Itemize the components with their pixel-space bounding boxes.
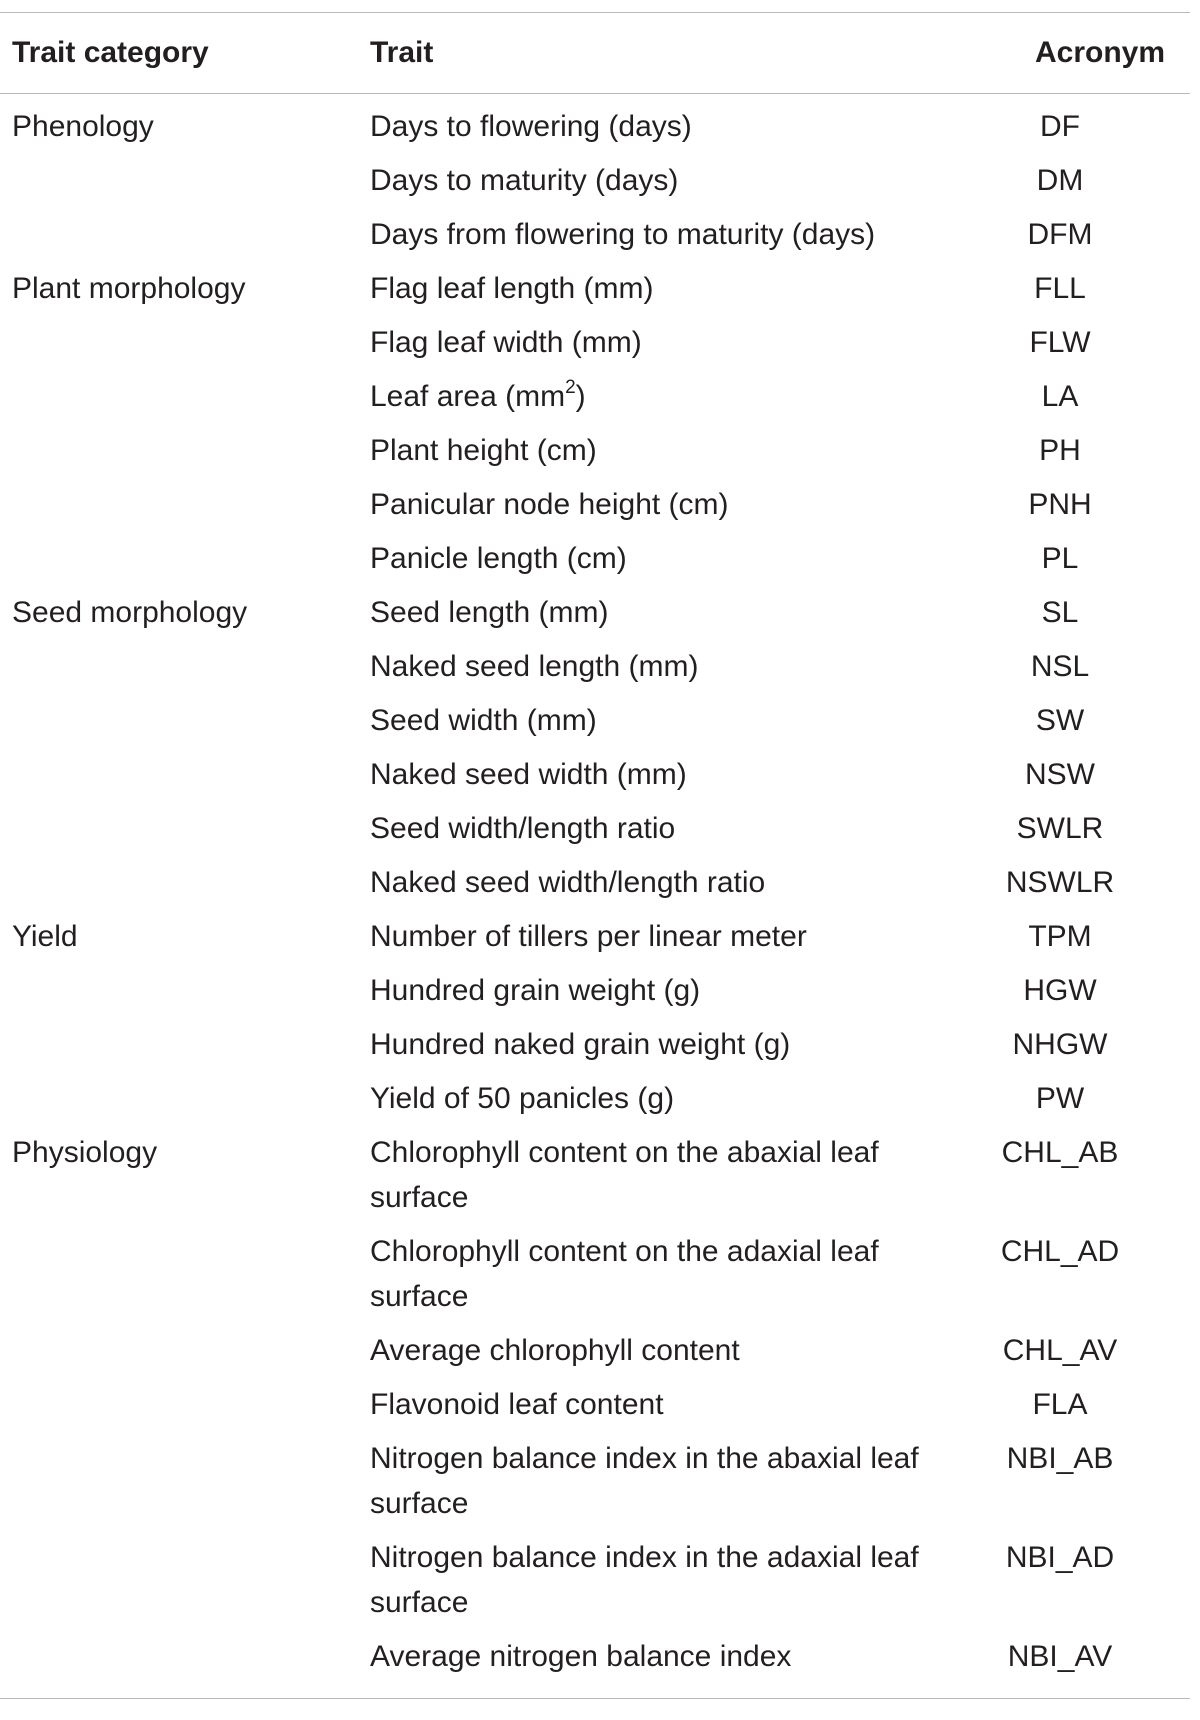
cell-acronym: FLL [1034, 272, 1086, 305]
cell-trait-text: Leaf area (mm [370, 380, 566, 413]
cell-trait: Flag leaf width (mm) [370, 326, 642, 359]
superscript-two: 2 [565, 377, 576, 398]
cell-acronym: HGW [1023, 974, 1097, 1007]
cell-category: Physiology [12, 1136, 158, 1169]
table-row [0, 1436, 1190, 1535]
cell-acronym: CHL_AB [1001, 1136, 1119, 1169]
cell-category [0, 644, 370, 698]
cell-acronym: DFM [1027, 218, 1093, 251]
cell-acronym: NBI_AD [1005, 1541, 1115, 1574]
table-row [0, 590, 1190, 644]
table-row [0, 482, 1190, 536]
cell-trait: Days to flowering (days) [370, 110, 692, 143]
cell-acronym: NSW [1025, 758, 1095, 791]
header-trait: Trait [370, 36, 434, 69]
header-trait-category: Trait category [12, 36, 209, 69]
cell-acronym: NSWLR [1005, 866, 1115, 899]
cell-trait: Average chlorophyll content [370, 1334, 740, 1367]
table-bottom-rule [0, 1698, 1190, 1699]
cell-category [0, 1328, 370, 1382]
cell-acronym: TPM [1028, 920, 1092, 953]
cell-acronym: NBI_AV [1007, 1640, 1113, 1673]
cell-acronym: DM [1036, 164, 1084, 197]
table-row [0, 158, 1190, 212]
cell-trait: Naked seed width (mm) [370, 758, 687, 791]
cell-trait: Nitrogen balance index in the abaxial leaf surface [370, 1442, 919, 1520]
table-row [0, 374, 1190, 428]
table-body [0, 94, 1190, 1698]
cell-trait: Number of tillers per linear meter [370, 920, 807, 953]
cell-acronym: CHL_AV [1002, 1334, 1118, 1367]
cell-trait: Yield of 50 panicles (g) [370, 1082, 675, 1115]
table-row [0, 752, 1190, 806]
cell-trait-text-end: ) [575, 380, 586, 413]
cell-acronym: CHL_AD [1000, 1235, 1120, 1268]
cell-category [0, 1229, 370, 1328]
table-row [0, 968, 1190, 1022]
cell-category [0, 158, 370, 212]
cell-trait: Naked seed width/length ratio [370, 866, 766, 899]
cell-trait: Chlorophyll content on the adaxial leaf surface [370, 1235, 879, 1313]
cell-trait: Hundred naked grain weight (g) [370, 1028, 791, 1061]
cell-trait: Seed width (mm) [370, 704, 597, 737]
table-row [0, 806, 1190, 860]
cell-acronym: NHGW [1012, 1028, 1108, 1061]
cell-acronym: FLA [1032, 1388, 1088, 1421]
cell-acronym: LA [1041, 380, 1079, 413]
cell-category: Yield [12, 920, 78, 953]
cell-trait: Hundred grain weight (g) [370, 974, 701, 1007]
table-row [0, 266, 1190, 320]
cell-category [0, 536, 370, 590]
cell-category [0, 428, 370, 482]
table-row [0, 1328, 1190, 1382]
cell-category [0, 320, 370, 374]
cell-category: Plant morphology [12, 272, 246, 305]
cell-trait: Plant height (cm) [370, 434, 597, 467]
header-acronym: Acronym [1034, 36, 1166, 69]
cell-category [0, 482, 370, 536]
cell-trait: Seed width/length ratio [370, 812, 676, 845]
cell-trait: Naked seed length (mm) [370, 650, 699, 683]
cell-acronym: SL [1041, 596, 1079, 629]
cell-trait: Flavonoid leaf content [370, 1388, 664, 1421]
table-row [0, 1130, 1190, 1229]
cell-trait: Panicular node height (cm) [370, 488, 729, 521]
cell-trait: Average nitrogen balance index [370, 1640, 792, 1673]
table-row [0, 1076, 1190, 1130]
table-row [0, 698, 1190, 752]
cell-acronym: SW [1035, 704, 1085, 737]
cell-category [0, 1022, 370, 1076]
cell-acronym: NBI_AB [1006, 1442, 1114, 1475]
cell-category [0, 374, 370, 428]
cell-category [0, 1436, 370, 1535]
cell-acronym: PL [1041, 542, 1079, 575]
cell-category: Seed morphology [12, 596, 248, 629]
cell-trait: Flag leaf length (mm) [370, 272, 654, 305]
table-row [0, 1022, 1190, 1076]
cell-trait [370, 374, 930, 428]
cell-trait: Panicle length (cm) [370, 542, 627, 575]
table-row [0, 1535, 1190, 1634]
cell-category [0, 1535, 370, 1634]
table-row [0, 1634, 1190, 1688]
cell-category [0, 968, 370, 1022]
table-row [0, 860, 1190, 914]
table-row [0, 212, 1190, 266]
table-row [0, 104, 1190, 158]
cell-acronym: PH [1039, 434, 1081, 467]
table-row [0, 428, 1190, 482]
cell-trait: Days to maturity (days) [370, 164, 679, 197]
cell-acronym: NSL [1030, 650, 1090, 683]
cell-trait: Chlorophyll content on the abaxial leaf surface [370, 1136, 879, 1214]
cell-trait: Nitrogen balance index in the adaxial leaf surface [370, 1541, 919, 1619]
table-row [0, 1229, 1190, 1328]
cell-category [0, 752, 370, 806]
cell-category [0, 212, 370, 266]
table-row [0, 644, 1190, 698]
cell-acronym: FLW [1029, 326, 1091, 359]
cell-category [0, 1634, 370, 1688]
traits-table [0, 12, 1190, 1699]
cell-category [0, 860, 370, 914]
table-row [0, 320, 1190, 374]
cell-category: Phenology [12, 110, 154, 143]
table-header-row [0, 13, 1190, 93]
cell-category [0, 698, 370, 752]
table-row [0, 914, 1190, 968]
cell-acronym: DF [1040, 110, 1080, 143]
cell-trait: Seed length (mm) [370, 596, 609, 629]
cell-category [0, 806, 370, 860]
table-row [0, 536, 1190, 590]
cell-acronym: SWLR [1016, 812, 1104, 845]
cell-category [0, 1076, 370, 1130]
cell-trait: Days from flowering to maturity (days) [370, 218, 876, 251]
cell-acronym: PNH [1028, 488, 1092, 521]
table-row [0, 1382, 1190, 1436]
cell-acronym: PW [1035, 1082, 1085, 1115]
cell-category [0, 1382, 370, 1436]
